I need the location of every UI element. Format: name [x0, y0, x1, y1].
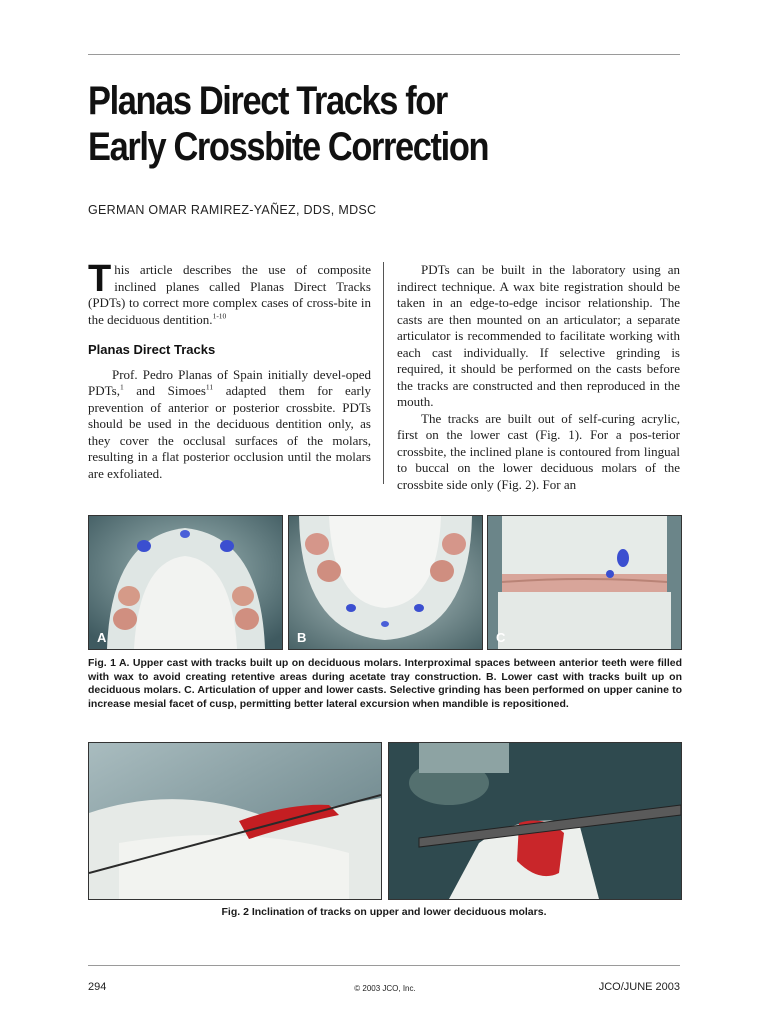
tracks-paragraph: The tracks are built out of self-curing acrylic, first on the lower cast (Fig. 1). For a pos-terior crossbite, the inclined plane is contoured from lingual to buccal on the lower deciduous molars of the crossbite side only (Fig. 2). For an [397, 410, 680, 492]
figure-2a-photo [88, 742, 382, 900]
reference-1: 1 [119, 382, 124, 392]
figure-2b-photo [388, 742, 682, 900]
intro-paragraph [88, 258, 371, 328]
panel-label-c: C [496, 630, 506, 645]
panel-label-a: A [97, 630, 107, 645]
left-column [88, 258, 371, 482]
right-column [397, 262, 680, 493]
figure-1b-photo [288, 515, 483, 650]
planas-text-b: and Simoes [123, 383, 206, 398]
planas-text-c: adapted them for early prevention of anterior or posterior crossbite. PDTs should be used in the deciduous dentition only, as they cover the occlusal surfaces of the molars, resulting in a flat posterior occlusion until the molars are exfoliated. [88, 383, 371, 481]
copyright-notice: © 2003 JCO, Inc. [354, 984, 416, 993]
drop-cap: T [88, 258, 112, 300]
planas-paragraph [88, 367, 371, 483]
figure-1c-photo [487, 515, 682, 650]
article-title [88, 78, 604, 170]
page-number: 294 [88, 981, 107, 993]
reference-11: 11 [205, 382, 214, 392]
author-byline: GERMAN OMAR RAMIREZ-YAÑEZ, DDS, MDSC [88, 203, 377, 217]
bottom-rule [88, 965, 680, 966]
figure-2-caption: Fig. 2 Inclination of tracks on upper and lower deciduous molars. [221, 906, 547, 918]
section-heading: Planas Direct Tracks [88, 342, 216, 357]
panel-label-b: B [297, 630, 307, 645]
figure-1a-photo [88, 515, 283, 650]
journal-issue: JCO/JUNE 2003 [598, 981, 680, 993]
planas-text-a: Prof. Pedro Planas of Spain initially devel-oped PDTs, [88, 366, 371, 398]
column-divider [383, 262, 384, 484]
top-rule [88, 54, 680, 55]
intro-text: his article describes the use of composite inclined planes called Planas Direct Tracks (PDTs) to correct more complex cases of cross-bite in the deciduous dentition. [88, 262, 371, 327]
intro-reference: 1-10 [212, 311, 227, 321]
lab-technique-paragraph: PDTs can be built in the laboratory using an indirect technique. A wax bite registration should be taken in an edge-to-edge incisor relationship. The casts are then mounted on an articulator; a separate articulator is recommended to facilitate working with each cast individually. If selective grinding is required, it should be performed on the casts before the tracks are constructed and then reproduced in the mouth. [397, 262, 680, 409]
title-line-2: Early Crossbite Correction [88, 125, 489, 169]
title-line-1: Planas Direct Tracks for [88, 79, 447, 123]
figure-1-caption: Fig. 1 A. Upper cast with tracks built up on deciduous molars. Interproximal spaces between anterior teeth were filled with wax to avoid creating retentive areas during acetate tray construction. B. Lower cast with tracks built up on deciduous molars. C. Articulation of upper and lower casts. Selective grinding has been performed on upper canine to increase mesial facet of cusp, permitting better lateral excursion when mandible is repositioned. [88, 657, 682, 710]
